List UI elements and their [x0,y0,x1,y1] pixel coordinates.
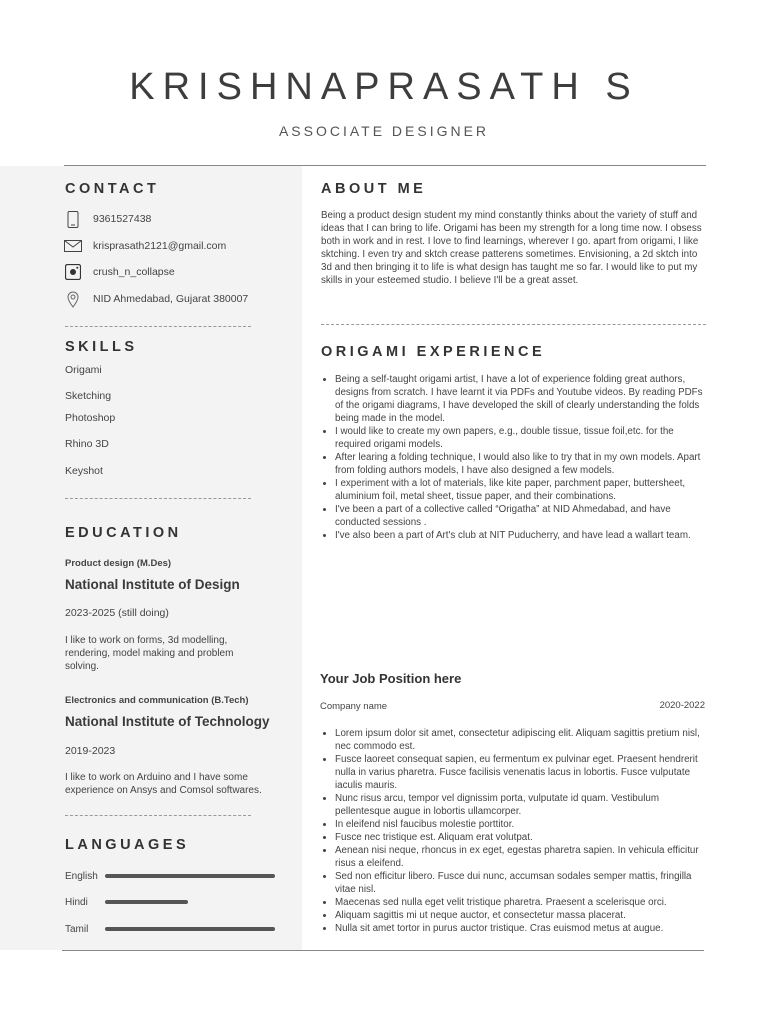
origami-list-container [321,373,706,542]
list-item: • Being a self-taught origami artist, I have a lot of experience folding great authors, designs from scratch. I have learnt it via PDFs and Youtube videos. By reading PDFs of the origami diagrams, I have developed the skill of clearly understanding the folds being made in the model. [335,373,706,425]
origami-list [321,373,706,542]
list-item: • Aenean nisi neque, rhoncus in ex eget, egestas pharetra sapien. In vehicula efficitur risus a eleifend. [335,844,706,870]
job-list-container [321,727,706,935]
skill-item: Rhino 3D [65,438,109,450]
language-row [65,869,277,883]
list-item: • Fusce laoreet consequat sapien, eu fermentum ex pulvinar eget. Praesent hendrerit nulla in varius pharetra. Fusce facilisis venenatis lacus in lobortis. Fusce vulputate iaculis mauris. [335,753,706,792]
list-item: • Nunc risus arcu, tempor vel dignissim porta, vulputate id quam. Vestibulum pellentesque augue in lobortis ullamcorper. [335,792,706,818]
list-item: • After learing a folding technique, I would also like to try that in my own models. Apart from folding authors models, I have also designed a few models. [335,451,706,477]
job-role: ASSOCIATE DESIGNER [278,123,490,139]
phone-number: 9361527438 [93,213,152,225]
list-item: • In eleifend nisl faucibus molestie porttitor. [335,818,706,831]
location-pin-icon [64,290,82,308]
language-name: English [65,870,98,882]
contact-location [64,290,248,308]
sidebar-divider [65,815,251,816]
language-level-bar [105,927,275,931]
education-heading: EDUCATION [65,525,182,541]
list-item: • Fusce nec tristique est. Aliquam erat volutpat. [335,831,706,844]
education-dates: 2019-2023 [65,745,116,757]
contact-instagram[interactable] [64,263,175,281]
education-description: I like to work on Arduino and I have some experience on Ansys and Comsol softwares. [65,772,262,796]
job-dates: 2020-2022 [659,700,705,711]
language-level-fill [105,927,275,931]
contact-heading: CONTACT [65,181,160,197]
job-list [321,727,706,935]
language-level-fill [105,874,275,878]
education-institution: National Institute of Technology [65,714,270,729]
origami-heading: ORIGAMI EXPERIENCE [321,344,546,360]
contact-email[interactable] [64,237,226,255]
contact-phone[interactable] [64,210,151,228]
skill-item: Photoshop [65,412,116,424]
list-item: • I would like to create my own papers, e.g., double tissue, tissue foil,etc. for the required origami models. [335,425,706,451]
phone-icon [64,210,82,228]
language-name: Hindi [65,896,88,908]
sidebar-divider [65,498,251,499]
language-level-fill [105,900,188,904]
about-text: Being a product design student my mind constantly thinks about the variety of stuff and ideas that I can bring to life. Origami has been my strength for a long time now. I obsess both in work and in rest. I love to find learnings, wherever I go. apart from origami, I like sktching. I even try and sktch crease patterens sometimes. Envisioning, a 2d sktch into 3d and then bringing it to life is what design has taught me so far. I would like to put my skills in your esteemed studio. I believe I'll be a great asset. [321,210,702,286]
list-item: • Nulla sit amet tortor in purus auctor tristique. Cras euismod metus at augue. [335,922,706,935]
language-name: Tamil [65,923,89,935]
email-address: krisprasath2121@gmail.com [93,240,227,252]
skill-item: Keyshot [65,465,103,477]
email-icon [64,237,82,255]
list-item: • Maecenas sed nulla eget velit tristique pharetra. Praesent a scelerisque orci. [335,896,706,909]
job-title: Your Job Position here [320,671,462,686]
education-institution: National Institute of Design [65,577,240,592]
skills-heading: SKILLS [65,339,138,355]
list-item: • I've been a part of a collective called “Origatha” at NID Ahmedabad, and have conducted sessions . [335,503,706,529]
about-heading: ABOUT ME [321,181,427,197]
list-item: • I've also been a part of Art's club at NIT Puducherry, and have lead a wallart team. [335,529,706,542]
education-degree: Product design (M.Des) [65,558,172,569]
section-divider [321,324,706,325]
languages-heading: LANGUAGES [65,837,190,853]
education-description: I like to work on forms, 3d modelling, rendering, model making and problem solving. [65,635,234,672]
resume-name: KRISHNAPRASATH S [129,66,639,108]
language-level-bar [105,900,275,904]
education-degree: Electronics and communication (B.Tech) [65,695,249,706]
list-item: • I experiment with a lot of materials, like kite paper, parchment paper, buttersheet, aluminium foil, metal sheet, tissue paper, and their combinations. [335,477,706,503]
language-level-bar [105,874,275,878]
footer-divider [62,950,704,951]
skill-item: Sketching [65,390,112,402]
instagram-icon [64,263,82,281]
education-dates: 2023-2025 (still doing) [65,607,169,619]
location-text: NID Ahmedabad, Gujarat 380007 [93,293,249,305]
list-item: • Aliquam sagittis mi ut neque auctor, et consectetur massa placerat. [335,909,706,922]
list-item: • Lorem ipsum dolor sit amet, consectetur adipiscing elit. Aliquam sagittis pretium nisl, nec commodo est. [335,727,706,753]
skill-item: Origami [65,364,102,376]
sidebar-divider [65,326,251,327]
language-row [65,895,277,909]
company-name: Company name [320,701,388,712]
list-item: • Sed non efficitur libero. Fusce dui nunc, accumsan sodales semper mattis, fringilla vitae nisl. [335,870,706,896]
instagram-handle: crush_n_collapse [93,266,175,278]
language-row [65,922,277,936]
